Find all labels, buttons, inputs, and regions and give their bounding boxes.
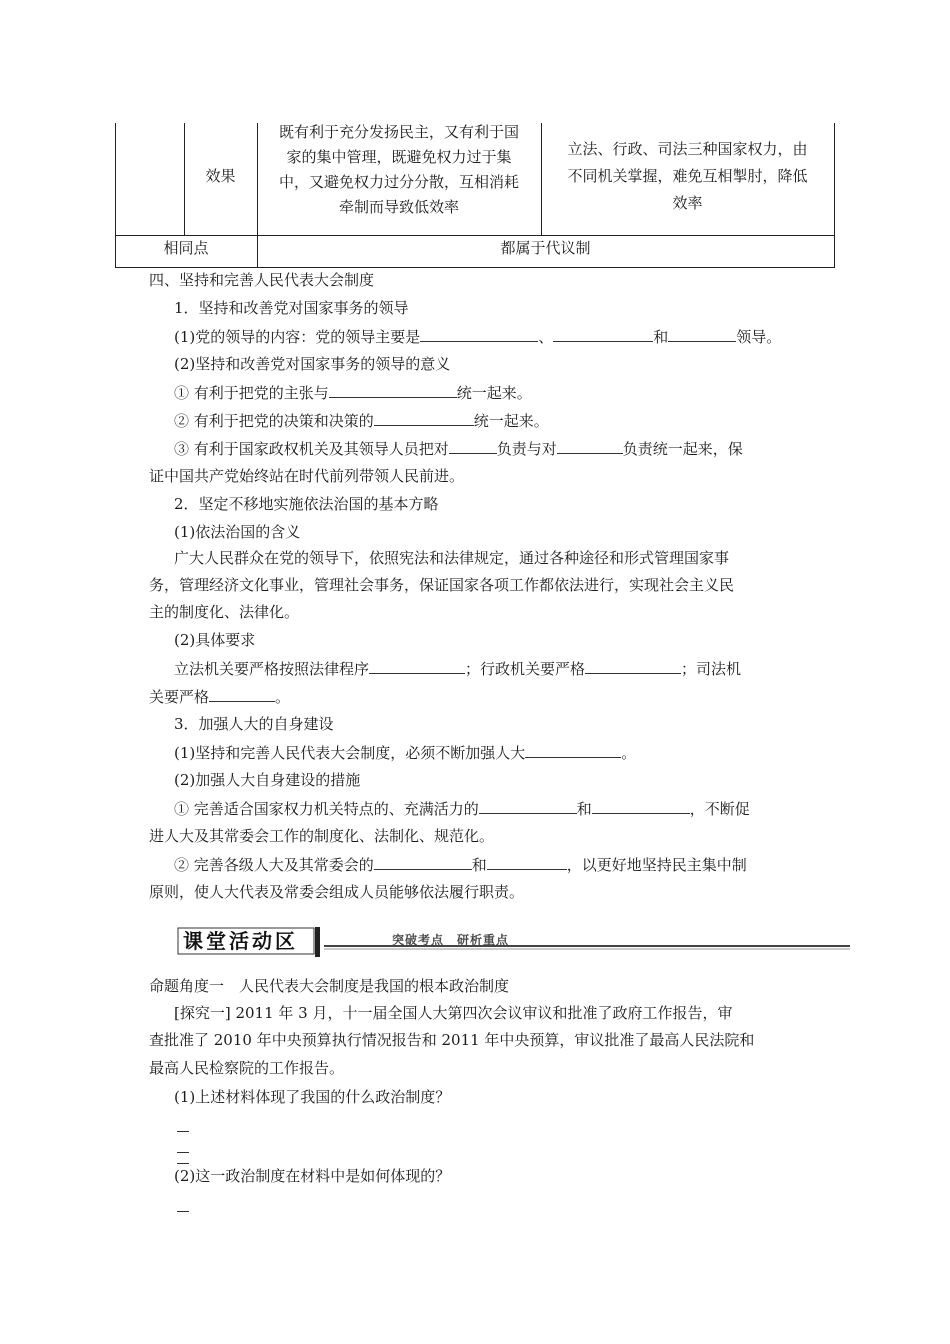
effect-right-line: 不同机关掌握，难免互相掣肘，降低 (567, 167, 808, 185)
same-label: 相同点 (163, 239, 209, 257)
text: ① 完善适合国家权力机关特点的、充满活力的 (174, 800, 479, 818)
fill-blank[interactable] (487, 854, 567, 870)
effect-right-line: 效率 (672, 194, 703, 212)
fill-blank[interactable] (449, 438, 497, 454)
text: 领导。 (736, 328, 782, 346)
fill-blank[interactable] (209, 686, 275, 702)
npc-building-item-1 (174, 742, 636, 763)
answer-line[interactable] (177, 1152, 189, 1153)
fill-blank[interactable] (374, 854, 472, 870)
proposition-angle: 命题角度一 人民代表大会制度是我国的根本政治制度 (149, 977, 510, 995)
rule-of-law-text: 广大人民群众在党的领导下，依照宪法和法律规定，通过各种途径和形式管理国家事 (174, 549, 730, 567)
fill-blank[interactable] (585, 658, 681, 674)
banner-subtitle: 突破考点 研析重点 (392, 933, 510, 947)
text: 统一起来。 (473, 412, 549, 430)
effect-left-line: 牵制而导致低效率 (338, 198, 459, 216)
npc-measure-1-cont: 进人大及其常委会工作的制度化、法制化、规范化。 (149, 827, 495, 845)
text: 和 (471, 856, 487, 874)
text: ③ 有利于国家政权机关及其领导人员把对 (174, 440, 449, 458)
effect-left-line: 中，又避免权力过分分散，互相消耗 (278, 173, 519, 191)
text: ；司法机 (681, 660, 742, 678)
fill-blank[interactable] (557, 438, 623, 454)
question-1: (1)上述材料体现了我国的什么政治制度？ (174, 1088, 451, 1106)
fill-blank[interactable] (479, 798, 577, 814)
requirements-text (174, 658, 741, 679)
requirements-title: (2)具体要求 (174, 631, 256, 649)
rule-of-law-text: 务，管理经济文化事业，管理社会事务，保证国家各项工作都依法进行，实现社会主义民 (149, 576, 735, 594)
text: 统一起来。 (456, 384, 532, 402)
effect-right-line: 立法、行政、司法三种国家权力，由 (567, 140, 808, 158)
subsection-2-title: 2．坚定不移地实施依法治国的基本方略 (174, 495, 439, 513)
text: 、 (538, 328, 554, 346)
effect-left-line: 家的集中管理，既避免权力过于集 (286, 148, 512, 166)
answer-line[interactable] (177, 1211, 189, 1212)
fill-blank[interactable] (553, 326, 653, 342)
rule-of-law-meaning-title: (1)依法治国的含义 (174, 523, 301, 541)
significance-item-1 (174, 382, 532, 403)
rule-of-law-text: 主的制度化、法律化。 (149, 603, 300, 621)
npc-measure-1 (174, 798, 750, 819)
text: 和 (653, 328, 669, 346)
text: 关要严格 (149, 688, 210, 706)
subsection-3-title: 3．加强人大的自身建设 (174, 715, 334, 733)
comparison-table (115, 123, 835, 268)
text: (1)坚持和完善人民代表大会制度，必须不断加强人大 (174, 744, 526, 762)
text: ② 有利于把党的决策和决策的 (174, 412, 374, 430)
fill-blank[interactable] (668, 326, 736, 342)
text: ，以更好地坚持民主集中制 (566, 856, 747, 874)
answer-line[interactable] (177, 1163, 189, 1164)
inquiry-text: 查批准了 2010 年中央预算执行情况报告和 2011 年中央预算，审议批准了最高人民法院和 (149, 1031, 755, 1049)
text: ① 有利于把党的主张与 (174, 384, 329, 402)
text: ，不断促 (689, 800, 750, 818)
effect-right-cell (541, 136, 834, 217)
same-value: 都属于代议制 (500, 239, 591, 257)
text: ② 完善各级人大及其常委会的 (174, 856, 374, 874)
text: (1)党的领导的内容：党的领导主要是 (174, 328, 421, 346)
npc-measure-2 (174, 854, 747, 875)
text: 。 (621, 744, 637, 762)
effect-left-cell (257, 120, 541, 220)
npc-measures-title: (2)加强人大自身建设的措施 (174, 771, 361, 789)
significance-title: (2)坚持和改善党对国家事务的领导的意义 (174, 355, 451, 373)
fill-blank[interactable] (592, 798, 690, 814)
text: 负责统一起来，保 (622, 440, 743, 458)
fill-blank[interactable] (525, 742, 621, 758)
text: 立法机关要严格按照法律程序 (174, 660, 370, 678)
question-2: (2)这一政治制度在材料中是如何体现的？ (174, 1167, 451, 1185)
significance-item-3-cont: 证中国共产党始终站在时代前列带领人民前进。 (149, 467, 465, 485)
effect-label: 效果 (205, 167, 236, 185)
significance-item-2 (174, 410, 549, 431)
subsection-1-title: 1．坚持和改善党对国家事务的领导 (174, 299, 409, 317)
text: 和 (576, 800, 592, 818)
banner-title: 课堂活动区 (183, 929, 298, 953)
text: 。 (275, 688, 291, 706)
section4-heading: 四、坚持和完善人民代表大会制度 (149, 271, 375, 289)
inquiry-text: 最高人民检察院的工作报告。 (149, 1059, 345, 1077)
fill-blank[interactable] (374, 410, 474, 426)
party-leadership-content (174, 326, 781, 347)
requirements-text-cont (149, 686, 290, 707)
npc-measure-2-cont: 原则，使人大代表及常委会组成人员能够依法履行职责。 (149, 883, 525, 901)
significance-item-3 (174, 438, 743, 459)
fill-blank[interactable] (369, 658, 465, 674)
effect-left-line: 既有利于充分发扬民主，又有利于国 (278, 123, 519, 141)
text: 负责与对 (496, 440, 557, 458)
answer-line[interactable] (177, 1131, 189, 1132)
fill-blank[interactable] (329, 382, 457, 398)
text: ；行政机关要严格 (465, 660, 586, 678)
inquiry-text: [探究一] 2011 年 3 月，十一届全国人大第四次会议审议和批准了政府工作报告，审 (174, 1004, 733, 1022)
fill-blank[interactable] (420, 326, 538, 342)
